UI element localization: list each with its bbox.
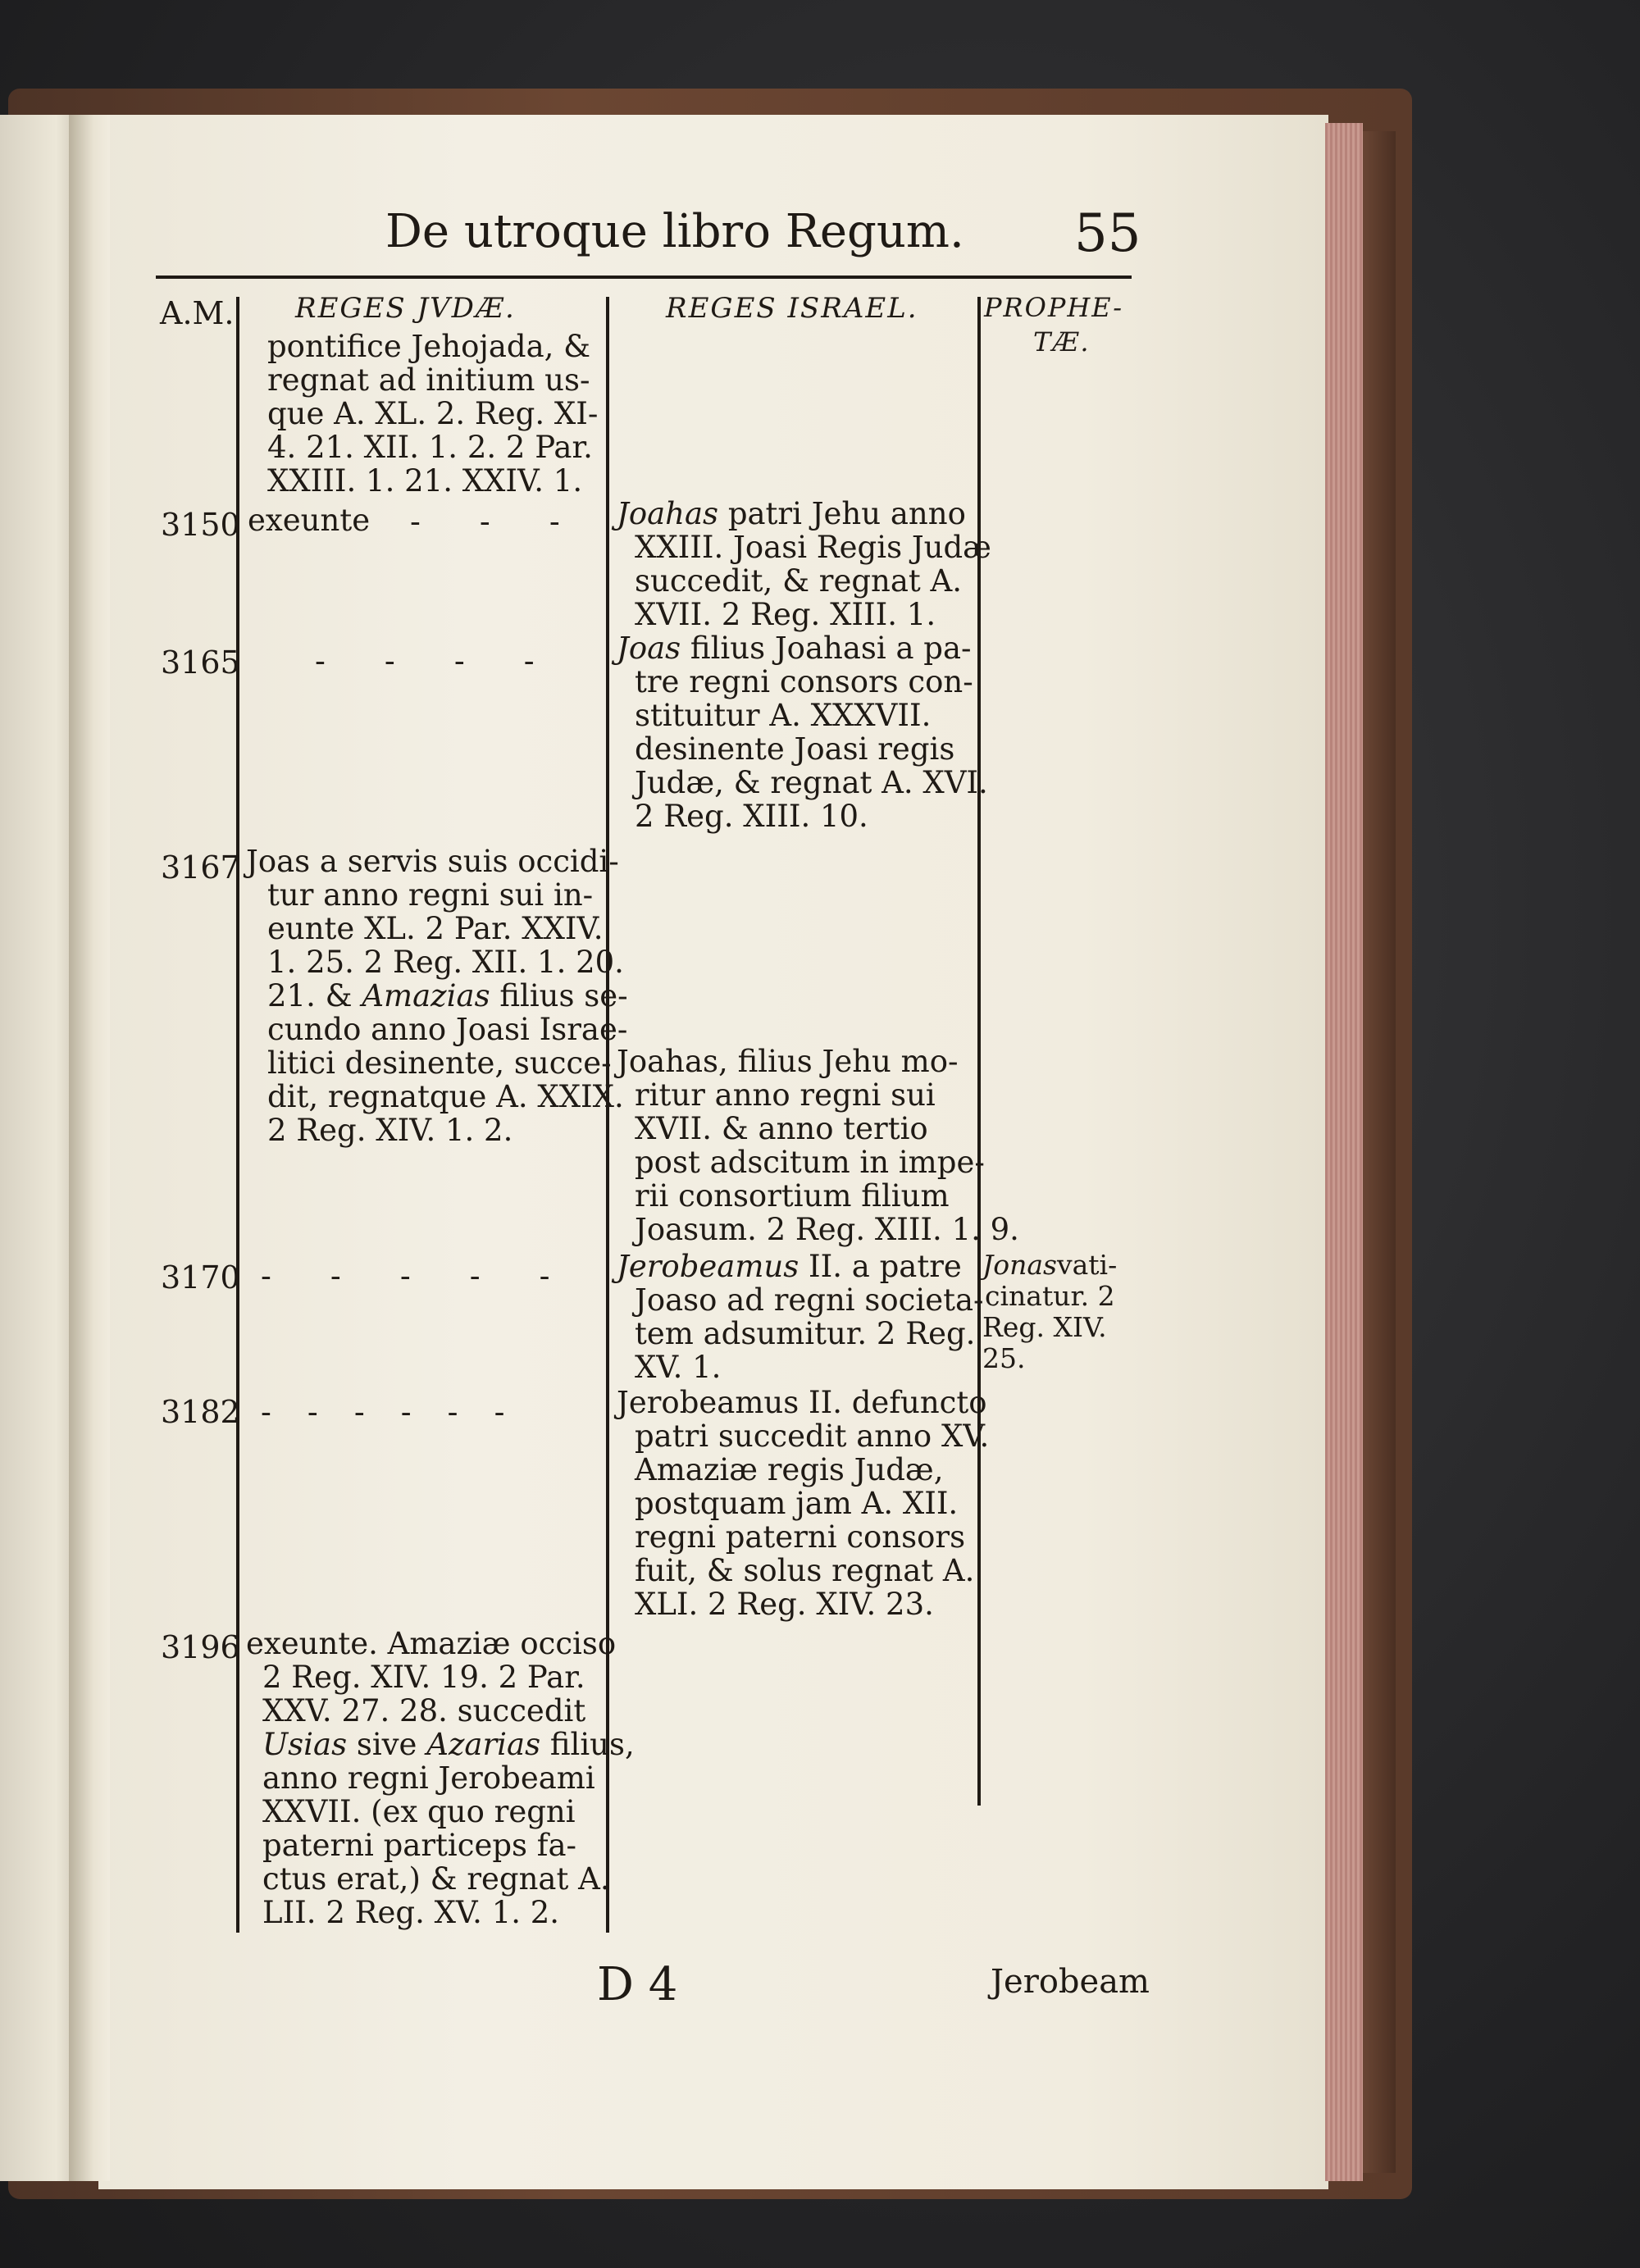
text-fragment: patri Jehu anno xyxy=(727,496,966,531)
text-line xyxy=(617,631,988,665)
text-fragment: vati- xyxy=(1056,1249,1118,1281)
text-line: cinatur. 2 xyxy=(985,1280,1115,1312)
text-line: tur anno regni sui in- xyxy=(267,877,594,913)
israel-entry-3165 xyxy=(617,631,988,833)
juda-entry-1 xyxy=(267,330,598,498)
header-rule xyxy=(156,276,1132,279)
text-line xyxy=(617,1250,984,1283)
israel-entry-3182 xyxy=(617,1386,989,1621)
text-line: XLI. 2 Reg. XIV. 23. xyxy=(635,1587,934,1622)
text-fragment: II. a patre xyxy=(809,1249,962,1284)
text-line xyxy=(246,979,628,1013)
israel-entry-3167 xyxy=(617,1045,1019,1246)
text-line: Joasum. 2 Reg. XIII. 1. 9. xyxy=(635,1212,1019,1247)
text-line: LII. 2 Reg. XV. 1. 2. xyxy=(262,1895,560,1930)
catchword: Jerobeam xyxy=(991,1963,1150,2001)
column-header-prophetae-2: TÆ. xyxy=(1033,326,1091,358)
text-line: dit, regnatque A. XXIX. xyxy=(267,1079,624,1114)
text-line: 4. 21. XII. 1. 2. 2 Par. xyxy=(267,430,593,465)
text-line xyxy=(246,1728,635,1761)
text-line: exeunte xyxy=(248,503,371,538)
year-3170: 3170 xyxy=(161,1259,240,1296)
column-header-prophetae-1: PROPHE- xyxy=(984,292,1124,323)
king-name-joahas: Joahas xyxy=(617,496,719,531)
text-fragment: 21. & xyxy=(267,978,353,1013)
text-line: ctus erat,) & regnat A. xyxy=(262,1861,610,1897)
king-name-usias: Usias xyxy=(262,1727,348,1762)
dash-leader-3150: - - - xyxy=(410,503,585,540)
text-line: XXV. 27. 28. succedit xyxy=(262,1693,586,1728)
text-line: patri succedit anno XV. xyxy=(635,1419,990,1454)
text-line: cundo anno Joasi Israe- xyxy=(267,1012,628,1047)
text-line: paterni particeps fa- xyxy=(262,1828,577,1863)
text-line: 2 Reg. XIII. 10. xyxy=(635,799,868,834)
text-line: stituitur A. XXXVII. xyxy=(635,698,932,733)
gutter xyxy=(69,115,110,2181)
dash-leader-3182: - - - - - - xyxy=(261,1394,518,1430)
text-line: litici desinente, succe- xyxy=(267,1045,612,1081)
prophet-name-jonas: Jonas xyxy=(982,1249,1057,1281)
king-name-azarias: Azarias xyxy=(426,1727,541,1762)
text-line: Judæ, & regnat A. XVI. xyxy=(635,765,988,800)
text-line: tem adsumitur. 2 Reg. xyxy=(635,1316,976,1351)
text-line: succedit, & regnat A. xyxy=(635,563,963,599)
text-line: XVII. 2 Reg. XIII. 1. xyxy=(635,597,936,632)
year-3150: 3150 xyxy=(161,507,240,543)
text-line: XXIII. 1. 21. XXIV. 1. xyxy=(267,463,583,499)
text-line: Joas a servis suis occidi- xyxy=(246,844,619,879)
text-fragment: sive xyxy=(356,1727,417,1762)
text-line: XXVII. (ex quo regni xyxy=(262,1794,576,1829)
text-line: Jerobeamus II. defuncto xyxy=(617,1385,987,1420)
text-line: Amaziæ regis Judæ, xyxy=(635,1452,944,1487)
column-header-israel: REGES ISRAEL. xyxy=(666,292,918,325)
text-line: XV. 1. xyxy=(635,1350,722,1385)
year-3182: 3182 xyxy=(161,1394,240,1430)
text-line: postquam jam A. XII. xyxy=(635,1486,959,1521)
text-line: ritur anno regni sui xyxy=(635,1077,936,1113)
text-line: pontifice Jehojada, & xyxy=(267,329,591,364)
juda-entry-3150 xyxy=(248,503,370,537)
text-fragment: filius se- xyxy=(499,978,628,1013)
signature-mark: D 4 xyxy=(597,1958,678,2011)
king-name-amazias: Amazias xyxy=(362,978,490,1013)
text-line: 2 Reg. XIV. 19. 2 Par. xyxy=(262,1660,585,1695)
israel-entry-3150 xyxy=(617,497,991,631)
year-3167: 3167 xyxy=(161,849,240,886)
column-header-juda: REGES JVDÆ. xyxy=(295,292,516,325)
dash-leader-3170: - - - - - xyxy=(261,1258,575,1294)
text-line: desinente Joasi regis xyxy=(635,731,955,767)
text-line: XVII. & anno tertio xyxy=(635,1111,928,1146)
text-line: fuit, & solus regnat A. xyxy=(635,1553,975,1588)
text-line: Joaso ad regni societa- xyxy=(635,1282,984,1318)
running-title: De utroque libro Regum. xyxy=(385,205,964,258)
text-fragment: filius Joahasi a pa- xyxy=(690,631,972,666)
column-header-am: A.M. xyxy=(160,295,235,331)
juda-entry-3167 xyxy=(246,845,628,1147)
text-line: 2 Reg. XIV. 1. 2. xyxy=(267,1113,513,1148)
text-line: rii consortium filium xyxy=(635,1178,950,1214)
dash-leader-3165: - - - - xyxy=(315,643,559,679)
text-line: Reg. XIV. xyxy=(982,1311,1107,1343)
text-line: 1. 25. 2 Reg. XII. 1. 20. xyxy=(267,945,624,980)
text-line: anno regni Jerobeami xyxy=(262,1760,595,1796)
year-3165: 3165 xyxy=(161,644,240,681)
text-line: Joahas, filius Jehu mo- xyxy=(617,1044,959,1079)
text-line xyxy=(617,497,991,531)
king-name-joas: Joas xyxy=(617,631,681,666)
text-line: que A. XL. 2. Reg. XI- xyxy=(267,396,599,431)
text-fragment: filius, xyxy=(549,1727,635,1762)
page-number: 55 xyxy=(1074,203,1141,264)
text-line: tre regni consors con- xyxy=(635,664,973,699)
text-line: post adscitum in impe- xyxy=(635,1145,985,1180)
king-name-jerobeamus: Jerobeamus xyxy=(617,1249,800,1284)
cover-edge xyxy=(1363,131,1396,2173)
text-line xyxy=(982,1250,1117,1281)
prophetae-entry-3170 xyxy=(982,1250,1117,1374)
text-line: exeunte. Amaziæ occiso xyxy=(246,1626,617,1661)
text-line: 25. xyxy=(982,1342,1026,1374)
year-3196: 3196 xyxy=(161,1629,240,1665)
text-line: regnat ad initium us- xyxy=(267,362,590,398)
text-line: eunte XL. 2 Par. XXIV. xyxy=(267,911,604,946)
page-edges xyxy=(1325,123,1363,2181)
israel-entry-3170 xyxy=(617,1250,984,1384)
text-line: regni paterni consors xyxy=(635,1519,966,1555)
text-line: XXIII. Joasi Regis Judæ xyxy=(635,530,991,565)
juda-entry-3196 xyxy=(246,1627,635,1929)
